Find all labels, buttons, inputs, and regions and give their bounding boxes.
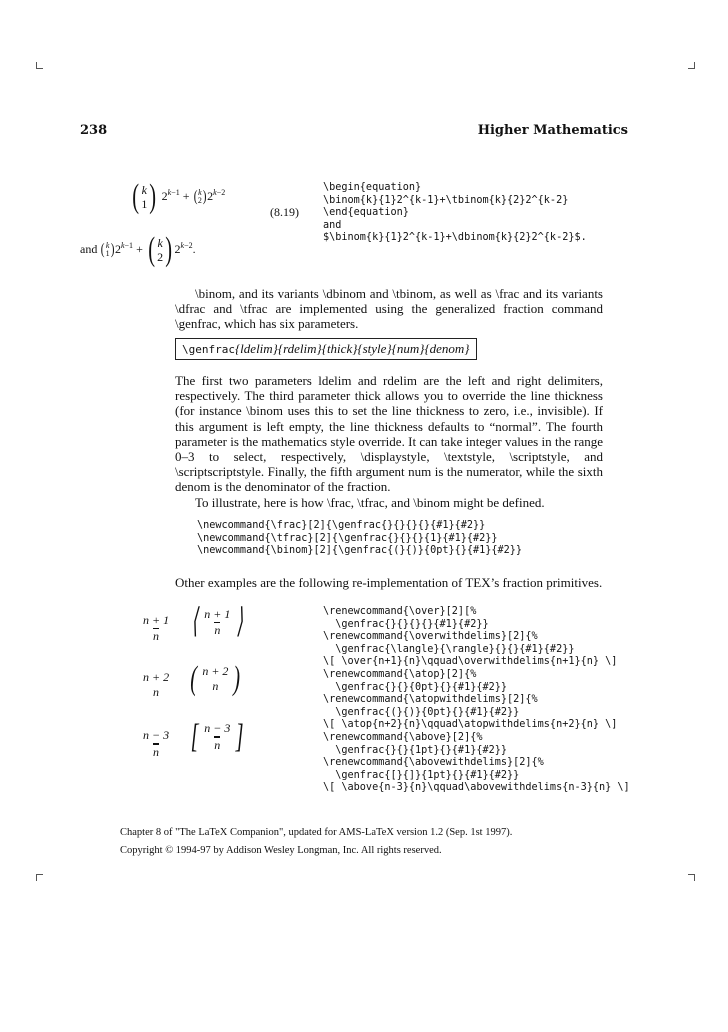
code-line: \genfrac{}{}{0pt}{}{#1}{#2}} — [323, 681, 508, 693]
crop-mark-bottom-left — [36, 874, 43, 881]
crop-mark-top-left — [36, 62, 43, 69]
example-overwithdelims: ⟨ $\frac{n + 1}{n}$ ⟩ — [191, 603, 244, 640]
code-line: \[ \atop{n+2}{n}\qquad\atopwithdelims{n+2}{n} \] — [323, 719, 618, 731]
code-line: \binom{k}{1}2^{k-1}+\tbinom{k}{2}2^{k-2} — [323, 194, 569, 206]
display-equation: ( k 1 ) $2^{k-1}$ + ( k 2 )$2^{k-2}$ — [132, 178, 226, 215]
paragraph-primitives: Other examples are the following re-implementation of TEX’s fraction primitives. — [175, 575, 603, 590]
code-line: \begin{equation} — [323, 182, 422, 193]
crop-mark-bottom-right — [688, 874, 695, 881]
footer-line-2: Copyright © 1994-97 by Addison Wesley Longman, Inc. All rights reserved. — [120, 845, 442, 856]
code-line: \[ \over{n+1}{n}\qquad\overwithdelims{n+1}{n} \] — [323, 656, 618, 668]
definitions-code — [197, 520, 522, 558]
genfrac-syntax-box: \genfrac{ldelim}{rdelim}{thick}{style}{num}{denom} — [175, 338, 477, 360]
equation-number: (8.19) — [270, 205, 299, 219]
code-line: \renewcommand{\over}[2][% — [323, 606, 477, 617]
example-atop: n + 2 n — [143, 670, 170, 699]
code-line: \genfrac{(}{)}{0pt}{}{#1}{#2}} — [323, 706, 520, 718]
example-above: $\frac{n - 3}{n}$ — [143, 728, 170, 759]
code-line: $\binom{k}{1}2^{k-1}+\dbinom{k}{2}2^{k-2}$. — [323, 232, 587, 244]
code-line: \renewcommand{\above}[2]{% — [323, 731, 483, 743]
code-line: \newcommand{\tfrac}[2]{\genfrac{}{}{}{1}{#1}{#2}} — [197, 532, 498, 544]
example-atopwithdelims: ( n + 2 n ) — [190, 660, 241, 697]
code-line: \newcommand{\binom}[2]{\genfrac{(}{)}{0pt}{}{#1}{#2}} — [197, 545, 523, 557]
paragraph-parameters: The first two parameters ldelim and rdelim are the left and right delimiters, respectively. The third parameter thick allows you to override the line thickness (for instance \binom uses this to set the line thickness to zero, i.e., invisible). If this argument is left empty, the line thickness defaults to “normal”. The fourth parameter is the mathematics style override. It can take integer values in the range 0–3 to select, respectively, \displaystyle, \textstyle, \scriptstyle, and \scriptscriptstyle. Finally, the fifth argument num is the numerator, while the sixth denom is the denominator of the fraction. To illustrate, here is how \frac, \tfrac, and \binom might be defined. — [175, 373, 603, 510]
code-line: \renewcommand{\atop}[2]{% — [323, 668, 477, 680]
primitives-code — [323, 606, 630, 795]
crop-mark-top-right — [688, 62, 695, 69]
code-line: \renewcommand{\abovewithdelims}[2]{% — [323, 757, 544, 769]
code-line: and — [323, 219, 342, 231]
example-abovewithdelims: [ $\frac{n - 3}{n}$ ] — [190, 718, 244, 755]
equation-code — [323, 182, 587, 245]
running-title: Higher Mathematics — [477, 123, 628, 138]
code-line: \genfrac{}{}{}{}{#1}{#2}} — [323, 618, 489, 630]
code-line: \genfrac{[}{]}{1pt}{}{#1}{#2}} — [323, 769, 520, 781]
footer-line-1: Chapter 8 of "The LaTeX Companion", updated for AMS-LaTeX version 1.2 (Sep. 1st 1997). — [120, 827, 513, 838]
code-line: \genfrac{}{}{1pt}{}{#1}{#2}} — [323, 744, 508, 756]
example-over: $\frac{n + 1}{n}$ — [143, 613, 170, 643]
inline-equation: and ( k 1 )$2^{k-1}$ + ( k 2 ) $2^{k-2}$. — [80, 231, 196, 268]
code-line: \renewcommand{\atopwithdelims}[2]{% — [323, 694, 538, 706]
code-line: \renewcommand{\overwithdelims}[2]{% — [323, 631, 538, 643]
code-line: \[ \above{n-3}{n}\qquad\abovewithdelims{n-3}{n} \] — [323, 782, 630, 794]
code-line: \end{equation} — [323, 207, 409, 219]
and-word: and — [80, 241, 98, 256]
code-line: \genfrac{\langle}{\rangle}{}{}{#1}{#2}} — [323, 643, 575, 655]
paragraph-binom: \binom, and its variants \dbinom and \tbinom, as well as \frac and its variants \dfrac and \tfrac are implemented using the generalized fraction command \genfrac, which has six parameters. — [175, 286, 603, 332]
code-line: \newcommand{\frac}[2]{\genfrac{}{}{}{}{#1}{#2}} — [197, 520, 486, 531]
page-number: 238 — [80, 123, 108, 138]
